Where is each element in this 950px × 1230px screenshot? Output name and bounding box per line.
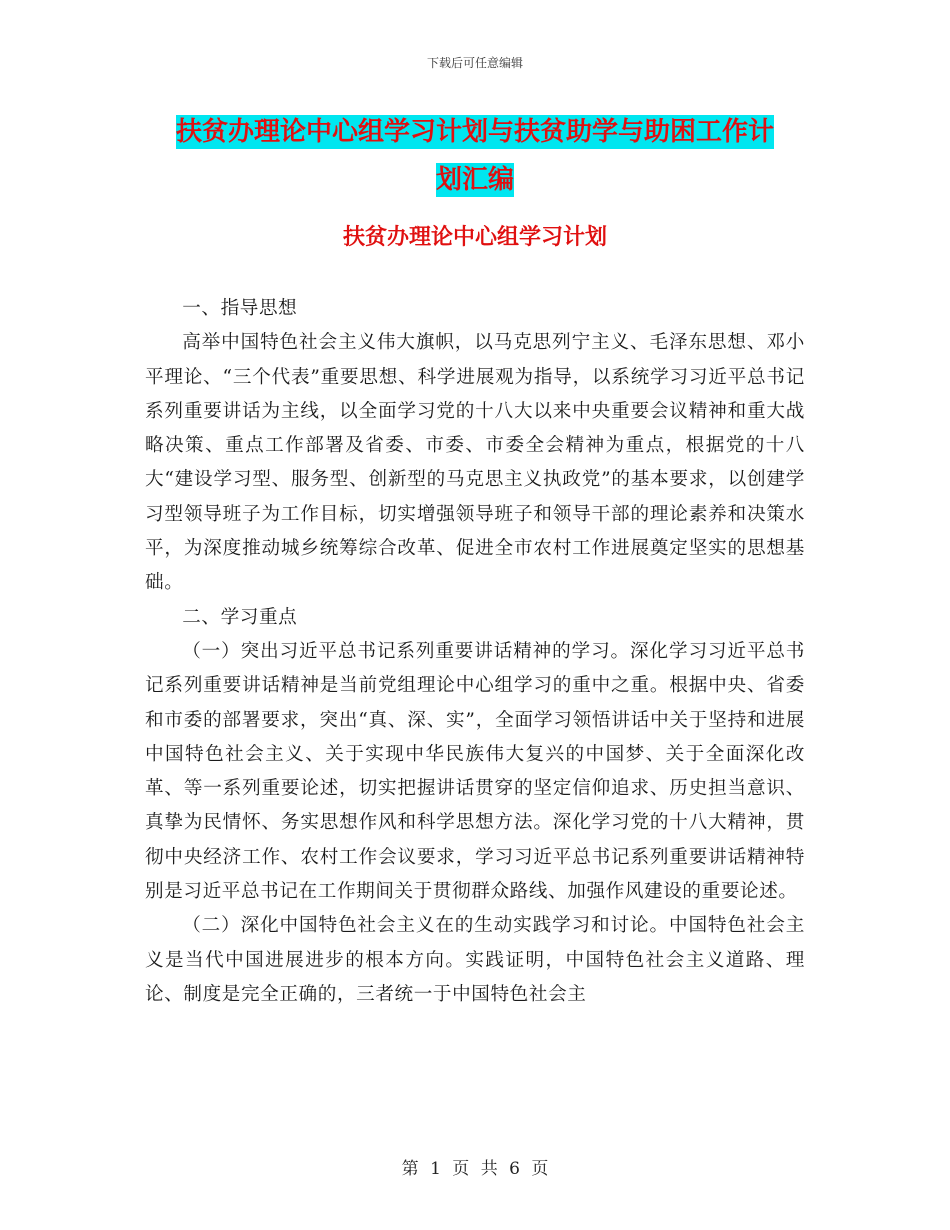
paragraph-focus-2: （二）深化中国特色社会主义在的生动实践学习和讨论。中国特色社会主义是当代中国进展进步的根本方向。实践证明，中国特色社会主义道路、理论、制度是完全正确的，三者统一于中国特色社会主 bbox=[145, 915, 805, 1005]
main-title-line-1: 扶贫办理论中心组学习计划与扶贫助学与助困工作计 bbox=[175, 117, 774, 147]
main-title-line-2: 划汇编 bbox=[435, 165, 514, 195]
header-note: 下载后可任意编辑 bbox=[426, 56, 523, 70]
heading-study-focus: 二、学习重点 bbox=[182, 606, 298, 628]
paragraph-guiding-thought: 高举中国特色社会主义伟大旗帜，以马克思列宁主义、毛泽东思想、邓小平理论、“三个代表”重要思想、科学进展观为指导，以系统学习习近平总书记系列重要讲话为主线，以全面学习党的十八大以来中央重要会议精神和重大战略决策、重点工作部署及省委、市委、市委全会精神为重点，根据党的十八大“建设学习型、服务型、创新型的马克思主义执政党”的基本要求，以创建学习型领导班子为工作目标，切实增强领导班子和领导干部的理论素养和决策水平，为深度推动城乡统筹综合改革、促进全市农村工作进展奠定坚实的思想基础。 bbox=[145, 332, 805, 594]
section-title: 扶贫办理论中心组学习计划 bbox=[342, 224, 607, 250]
page-footer: 第 1 页 共 6 页 bbox=[401, 1159, 549, 1179]
paragraph-focus-1: （一）突出习近平总书记系列重要讲话精神的学习。深化学习习近平总书记系列重要讲话精神是当前党组理论中心组学习的重中之重。根据中央、省委和市委的部署要求，突出“真、深、实”，全面学习领悟讲话中关于坚持和进展中国特色社会主义、关于实现中华民族伟大复兴的中国梦、关于全面深化改革、等一系列重要论述，切实把握讲话贯穿的坚定信仰追求、历史担当意识、真挚为民情怀、务实思想作风和科学思想方法。深化学习党的十八大精神，贯彻中央经济工作、农村工作会议要求，学习习近平总书记系列重要讲话精神特别是习近平总书记在工作期间关于贯彻群众路线、加强作风建设的重要论述。 bbox=[145, 640, 805, 903]
main-title bbox=[150, 108, 800, 204]
document-body bbox=[145, 292, 805, 1012]
heading-guiding-thought: 一、指导思想 bbox=[182, 298, 298, 319]
